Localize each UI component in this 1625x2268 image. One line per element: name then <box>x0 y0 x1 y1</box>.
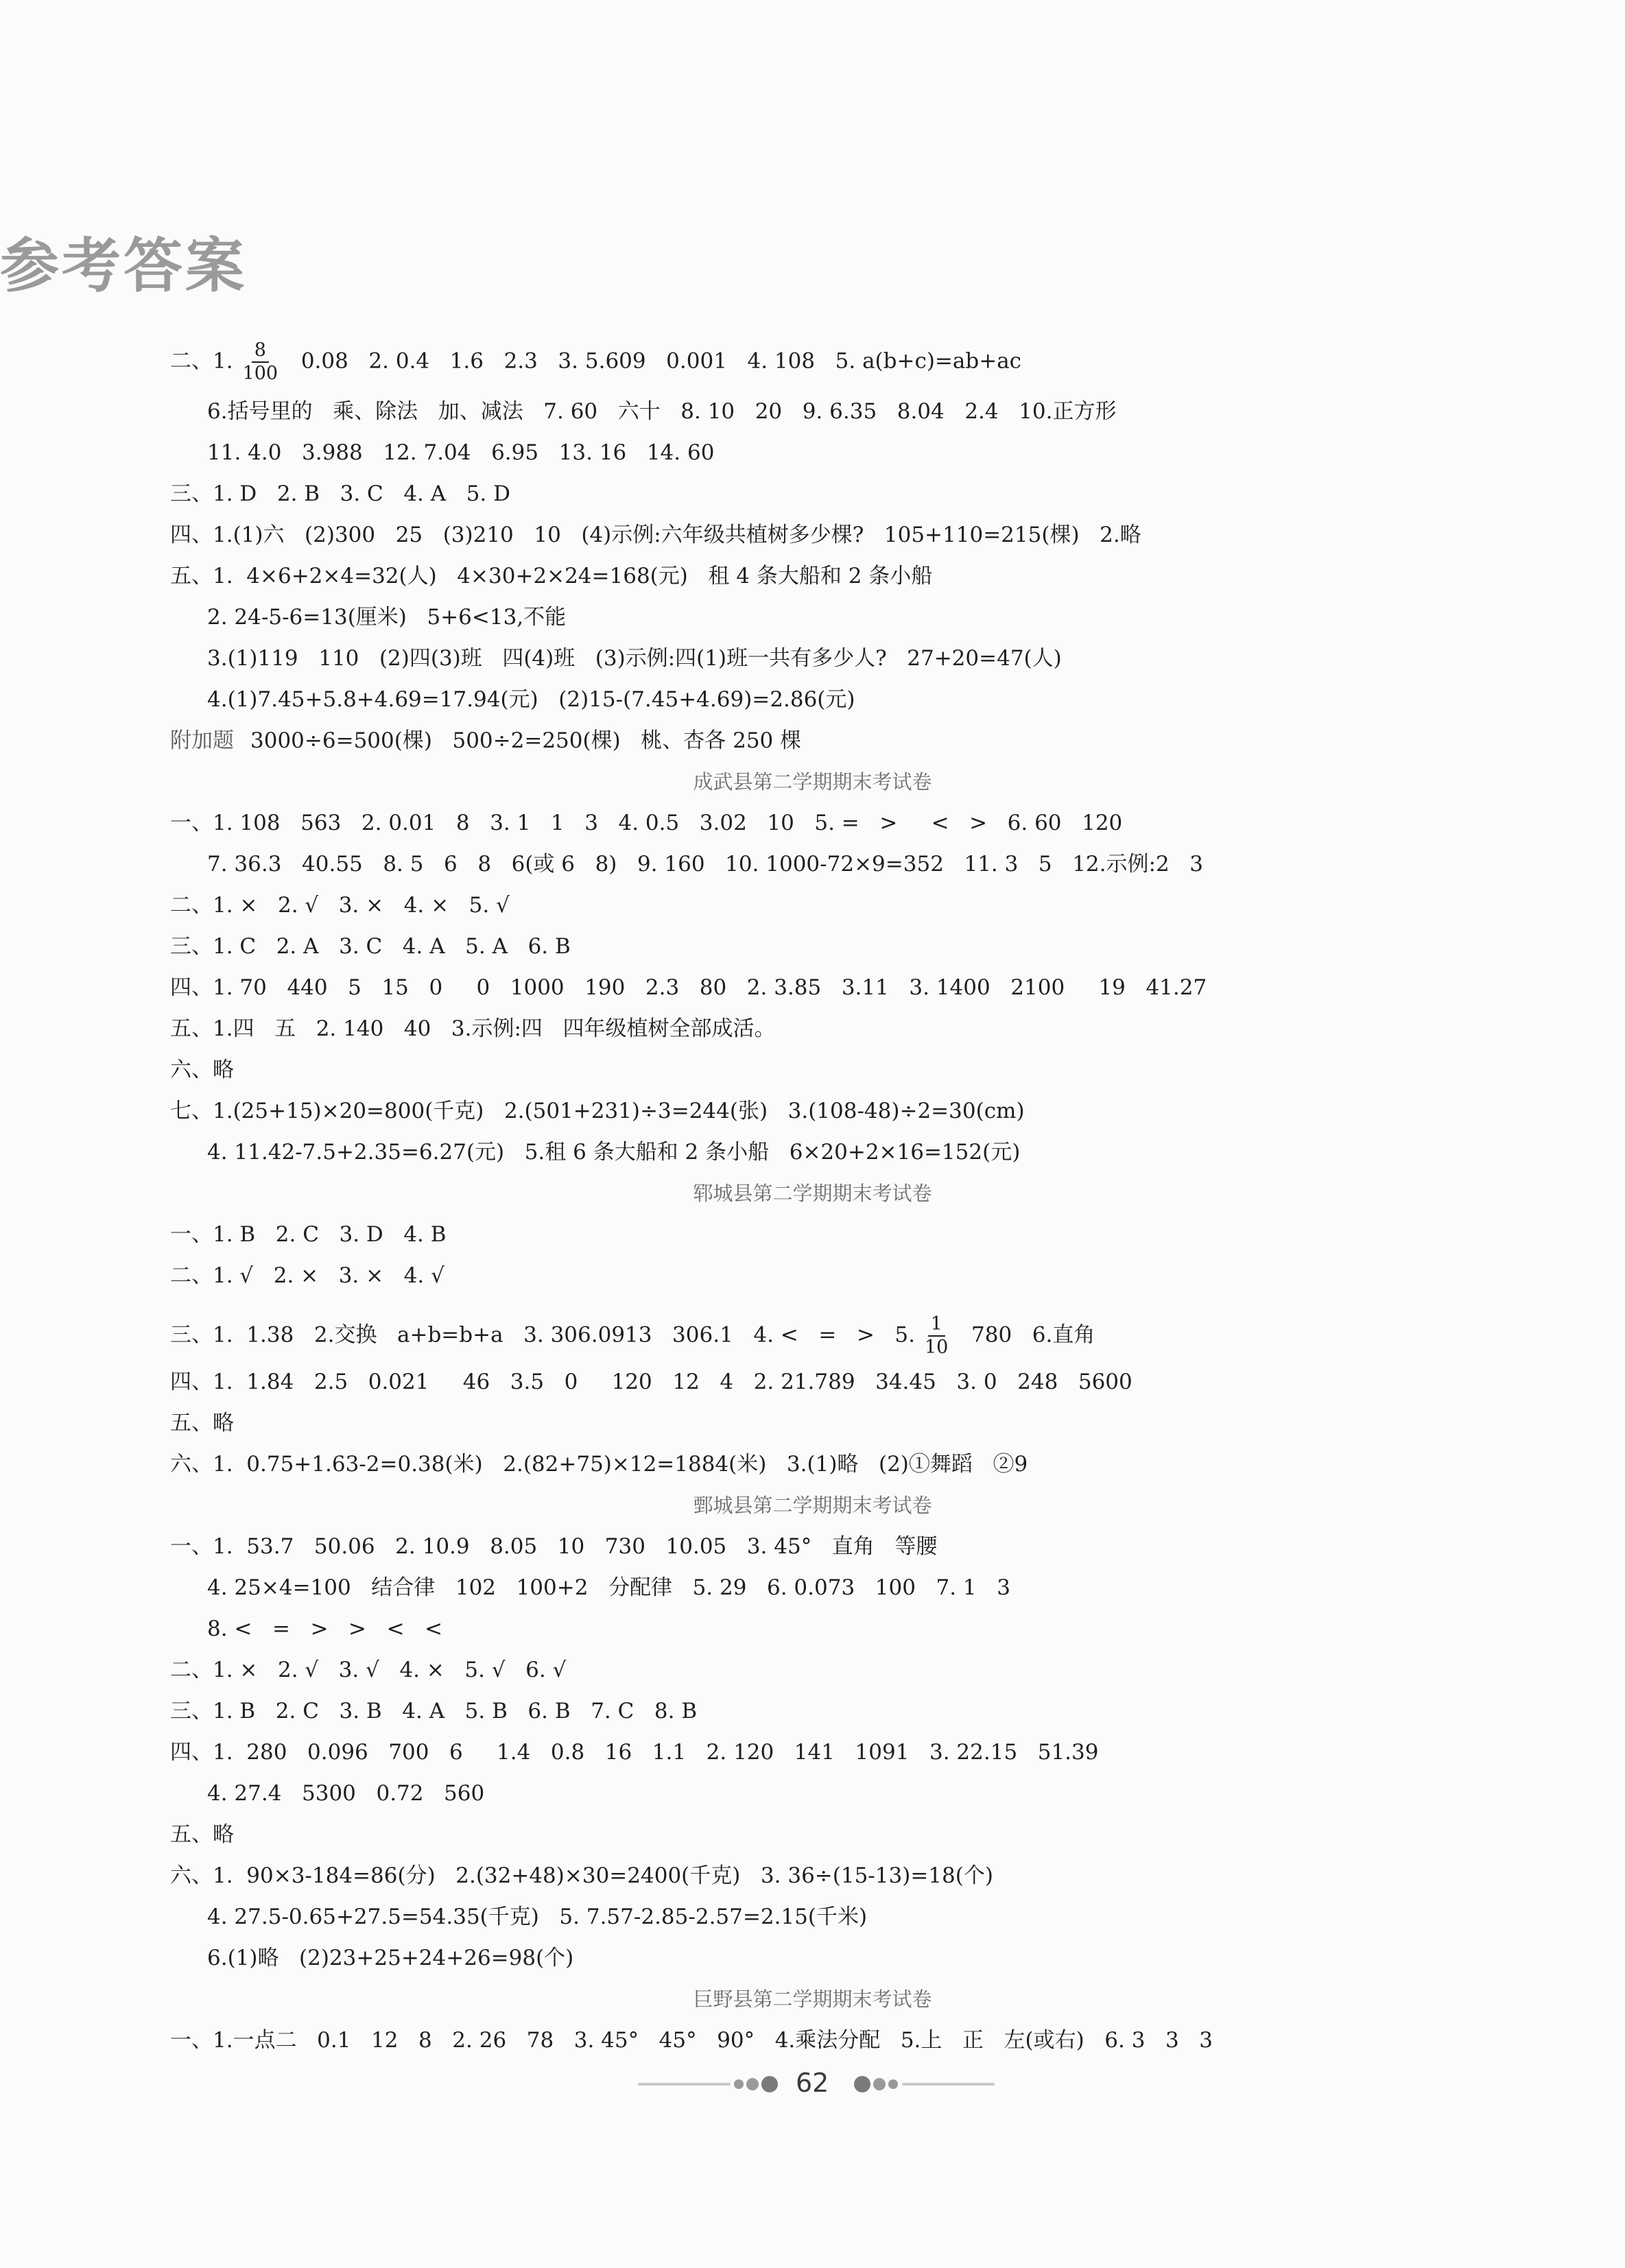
answer-line <box>170 933 571 960</box>
bonus-label: 附加题 <box>170 728 234 753</box>
footer-decoration-left <box>638 2083 731 2086</box>
footer-dot <box>854 2076 870 2092</box>
answer-line <box>170 1313 1095 1359</box>
answer-text: 二、1. √ 2. × 3. × 4. √ <box>170 1263 444 1288</box>
answer-line <box>207 686 855 713</box>
answer-line <box>170 1656 566 1684</box>
section-heading: 巨野县第二学期期末考试卷 <box>693 1988 932 2011</box>
answer-line <box>170 480 510 508</box>
answer-text: 四、1. 1.84 2.5 0.021 46 3.5 0 120 12 4 2. 21.789 34.45 3. 0 248 5600 <box>170 1370 1132 1394</box>
answer-line <box>207 398 1116 425</box>
answer-text: 六、略 <box>170 1058 234 1082</box>
answer-text: 四、1.(1)六 (2)300 25 (3)210 10 (4)示例:六年级共植树多少棵? 105+110=215(棵) 2.略 <box>170 523 1141 547</box>
answer-line <box>170 1533 937 1560</box>
answer-text: 780 6.直角 <box>958 1322 1095 1348</box>
answer-line <box>170 1015 775 1042</box>
answer-text: 3.(1)119 110 (2)四(3)班 四(4)班 (3)示例:四(1)班一共有多少人? 27+20=47(人) <box>207 646 1062 671</box>
answer-line <box>170 1451 1028 1478</box>
answer-text: 6.括号里的 乘、除法 加、减法 7. 60 六十 8. 10 20 9. 6.35 8.04 2.4 10.正方形 <box>207 399 1117 424</box>
answer-line <box>207 604 566 631</box>
answer-text: 4. 11.42-7.5+2.35=6.27(元) 5.租 6 条大船和 2 条小船 6×20+2×16=152(元) <box>207 1140 1021 1165</box>
answer-line <box>207 850 1203 878</box>
answer-line <box>207 645 1062 672</box>
answer-line <box>170 809 1122 837</box>
fraction <box>922 1313 951 1359</box>
answer-text: 4. 27.5-0.65+27.5=54.35(千克) 5. 7.57-2.85-2.57=2.15(千米) <box>207 1905 868 1929</box>
answer-text: 4. 27.4 5300 0.72 560 <box>207 1781 485 1806</box>
answer-line <box>207 1138 1020 1166</box>
fraction-numerator: 8 <box>252 339 269 363</box>
answer-text: 二、1. × 2. √ 3. √ 4. × 5. √ 6. √ <box>170 1658 567 1682</box>
answer-text: 七、1.(25+15)×20=800(千克) 2.(501+231)÷3=244(张) 3.(108-48)÷2=30(cm) <box>170 1099 1025 1123</box>
answer-text: 五、1.四 五 2. 140 40 3.示例:四 四年级植树全部成活。 <box>170 1016 776 1041</box>
answer-line <box>170 339 1021 385</box>
answer-line <box>170 1221 447 1248</box>
footer-dot <box>734 2079 744 2089</box>
answer-text: 三、1. C 2. A 3. C 4. A 5. A 6. B <box>170 934 571 959</box>
answer-line <box>207 1780 484 1807</box>
answer-line <box>170 892 510 919</box>
answer-line <box>170 1262 444 1289</box>
answer-line <box>170 1097 1025 1125</box>
answer-line <box>207 1944 573 1972</box>
section-heading: 成武县第二学期期末考试卷 <box>693 770 932 793</box>
footer-dot <box>761 2076 778 2092</box>
fraction <box>240 339 281 385</box>
answer-line <box>170 727 801 754</box>
answer-text: 一、1.一点二 0.1 12 8 2. 26 78 3. 45° 45° 90° 4.乘法分配 5.上 正 左(或右) 6. 3 3 3 <box>170 2028 1213 2053</box>
page-footer <box>0 2068 1625 2109</box>
answer-text: 四、1. 70 440 5 15 0 0 1000 190 2.3 80 2. 3.85 3.11 3. 1400 2100 19 41.27 <box>170 975 1207 1000</box>
fraction-denominator: 10 <box>924 1337 949 1358</box>
section-heading: 鄄城县第二学期期末考试卷 <box>693 1494 932 1517</box>
footer-dot <box>888 2079 898 2089</box>
answer-text: 六、1. 90×3-184=86(分) 2.(32+48)×30=2400(千克) 3. 36÷(15-13)=18(个) <box>170 1863 993 1888</box>
answer-text: 二、1. × 2. √ 3. × 4. × 5. √ <box>170 893 510 918</box>
answer-line <box>170 1739 1098 1766</box>
answer-text: 6.(1)略 (2)23+25+24+26=98(个) <box>207 1946 574 1970</box>
answer-line <box>170 2027 1213 2054</box>
answer-text: 11. 4.0 3.988 12. 7.04 6.95 13. 16 14. 60 <box>207 440 715 465</box>
answer-text: 三、1. B 2. C 3. B 4. A 5. B 6. B 7. C 8. B <box>170 1699 698 1723</box>
answer-text: 4. 25×4=100 结合律 102 100+2 分配律 5. 29 6. 0.073 100 7. 1 3 <box>207 1575 1010 1600</box>
fraction-numerator: 1 <box>928 1313 945 1337</box>
answer-text: 0.08 2. 0.4 1.6 2.3 3. 5.609 0.001 4. 108 5. a(b+c)=ab+ac <box>287 348 1022 374</box>
section-heading: 郓城县第二学期期末考试卷 <box>693 1182 932 1205</box>
answer-text: 一、1. 53.7 50.06 2. 10.9 8.05 10 730 10.05 3. 45° 直角 等腰 <box>170 1534 938 1559</box>
page-title: 参考答案 <box>0 231 247 300</box>
answer-line <box>170 1697 697 1725</box>
answer-text: 三、1. 1.38 2.交换 a+b=b+a 3. 306.0913 306.1 4. < = > 5. <box>170 1322 915 1348</box>
page-number: 62 <box>796 2068 829 2098</box>
answer-text: 六、1. 0.75+1.63-2=0.38(米) 2.(82+75)×12=1884(米) 3.(1)略 (2)①舞蹈 ②9 <box>170 1452 1028 1477</box>
fraction-denominator: 100 <box>242 363 278 384</box>
answer-text: 五、略 <box>170 1822 234 1847</box>
footer-decoration-right <box>902 2083 995 2086</box>
answer-text: 4.(1)7.45+5.8+4.69=17.94(元) (2)15-(7.45+4.69)=2.86(元) <box>207 687 855 712</box>
answer-line <box>207 1574 1010 1601</box>
answer-line <box>207 439 714 466</box>
footer-dot <box>746 2078 759 2090</box>
answer-text: 五、1. 4×6+2×4=32(人) 4×30+2×24=168(元) 租 4 条大船和 2 条小船 <box>170 564 933 588</box>
answer-text: 三、1. D 2. B 3. C 4. A 5. D <box>170 481 510 506</box>
answer-line <box>170 562 932 590</box>
answer-line <box>170 1862 993 1889</box>
answer-text: 3000÷6=500(棵) 500÷2=250(棵) 桃、杏各 250 棵 <box>250 728 802 753</box>
answer-line <box>170 1409 234 1437</box>
answer-text: 五、略 <box>170 1411 234 1435</box>
answer-text: 2. 24-5-6=13(厘米) 5+6<13,不能 <box>207 605 567 630</box>
answer-text: 四、1. 280 0.096 700 6 1.4 0.8 16 1.1 2. 120 141 1091 3. 22.15 51.39 <box>170 1740 1099 1765</box>
footer-dot <box>873 2078 886 2090</box>
answer-line <box>207 1615 442 1643</box>
answer-line <box>170 1368 1132 1396</box>
answer-text: 一、1. B 2. C 3. D 4. B <box>170 1222 447 1247</box>
answer-text: 8. < = > > < < <box>207 1616 443 1641</box>
answer-line <box>170 1056 234 1084</box>
answer-text: 二、1. <box>170 348 233 374</box>
answer-line <box>207 1903 867 1931</box>
answer-line <box>170 974 1207 1001</box>
answer-line <box>170 521 1141 549</box>
answer-line <box>170 1821 234 1848</box>
answer-text: 7. 36.3 40.55 8. 5 6 8 6(或 6 8) 9. 160 10. 1000-72×9=352 11. 3 5 12.示例:2 3 <box>207 852 1203 876</box>
answer-text: 一、1. 108 563 2. 0.01 8 3. 1 1 3 4. 0.5 3.02 10 5. = > < > 6. 60 120 <box>170 811 1123 835</box>
